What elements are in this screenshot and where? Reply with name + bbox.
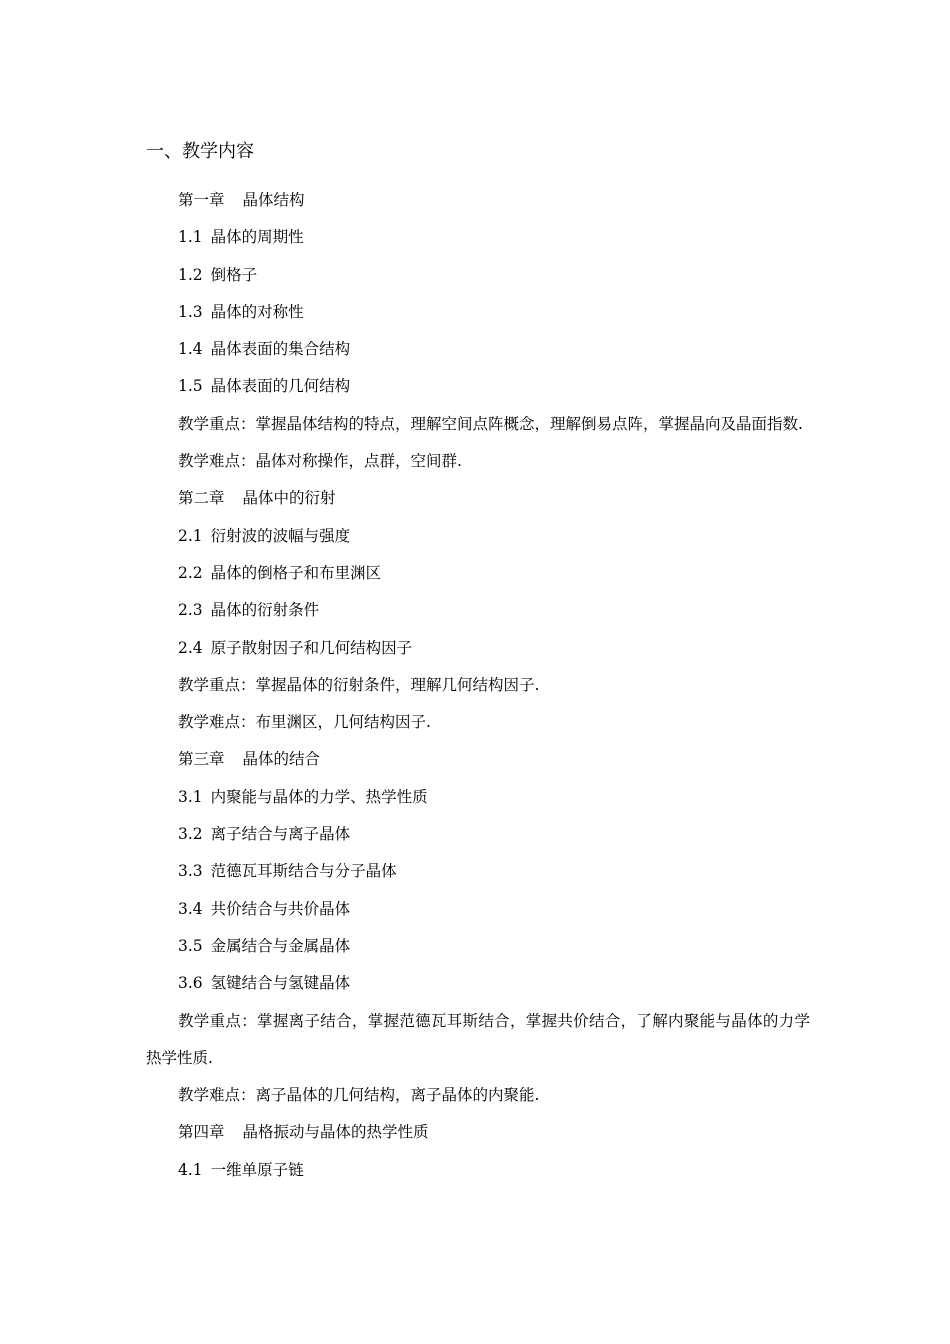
section-number: 1.4 bbox=[178, 340, 203, 359]
section-number: 1.3 bbox=[178, 302, 203, 321]
section-item bbox=[146, 779, 810, 816]
section-number: 2.1 bbox=[178, 526, 203, 545]
difficulties-paragraph: 教学难点：晶体对称操作，点群，空间群. bbox=[178, 452, 462, 471]
section-title: 晶体表面的几何结构 bbox=[210, 377, 351, 396]
section-title: 晶体的倒格子和布里渊区 bbox=[210, 563, 382, 582]
section-item bbox=[146, 294, 810, 331]
chapter-number: 第一章 bbox=[178, 191, 225, 209]
section-number: 2.3 bbox=[178, 601, 203, 620]
section-item bbox=[146, 891, 810, 928]
section-title: 金属结合与金属晶体 bbox=[210, 936, 351, 955]
chapter-title: 晶体的结合 bbox=[242, 750, 321, 769]
section-number: 1.2 bbox=[178, 265, 203, 284]
section-item bbox=[146, 928, 810, 965]
section-number: 2.2 bbox=[178, 563, 203, 582]
section-number: 3.6 bbox=[178, 974, 203, 993]
section-number: 3.2 bbox=[178, 825, 203, 844]
section-item bbox=[146, 816, 810, 853]
section-title: 晶体的对称性 bbox=[210, 302, 304, 321]
section-item bbox=[146, 331, 810, 368]
difficulties-paragraph: 教学难点：离子晶体的几何结构，离子晶体的内聚能. bbox=[178, 1086, 540, 1105]
section-item bbox=[146, 1152, 810, 1189]
section-heading: 一、教学内容 bbox=[146, 141, 254, 162]
section-item bbox=[146, 219, 810, 256]
section-title: 范德瓦耳斯结合与分子晶体 bbox=[210, 862, 397, 881]
section-number: 3.3 bbox=[178, 862, 203, 881]
section-number: 1.5 bbox=[178, 377, 203, 396]
section-number: 3.4 bbox=[178, 899, 203, 918]
key-points-paragraph: 教学重点：掌握晶体的衍射条件，理解几何结构因子. bbox=[178, 675, 540, 694]
key-points-paragraph: 教学重点：掌握晶体结构的特点，理解空间点阵概念，理解倒易点阵，掌握晶向及晶面指数. bbox=[178, 414, 803, 433]
key-points-paragraph: 教学重点：掌握离子结合，掌握范德瓦耳斯结合，掌握共价结合，了解内聚能与晶体的力学热学性质. bbox=[146, 1011, 810, 1067]
section-item bbox=[146, 592, 810, 629]
section-title: 衍射波的波幅与强度 bbox=[210, 526, 351, 545]
section-item bbox=[146, 555, 810, 592]
section-title: 晶体表面的集合结构 bbox=[210, 340, 351, 359]
chapter-title: 晶格振动与晶体的热学性质 bbox=[242, 1123, 429, 1142]
section-number: 3.1 bbox=[178, 787, 203, 806]
chapter-number: 第三章 bbox=[178, 750, 225, 769]
chapter-heading bbox=[146, 741, 810, 778]
chapter-number: 第四章 bbox=[178, 1123, 225, 1142]
section-number: 1.1 bbox=[178, 228, 203, 247]
chapter-heading bbox=[146, 182, 810, 219]
section-item bbox=[146, 853, 810, 890]
syllabus-content bbox=[146, 182, 810, 1189]
section-title: 晶体的衍射条件 bbox=[210, 601, 320, 620]
section-title: 倒格子 bbox=[210, 265, 258, 284]
chapter-number: 第二章 bbox=[178, 489, 225, 508]
chapter-title: 晶体中的衍射 bbox=[242, 489, 336, 508]
section-title: 氢键结合与氢键晶体 bbox=[210, 974, 351, 993]
chapter-heading bbox=[146, 1114, 810, 1151]
section-title: 离子结合与离子晶体 bbox=[210, 825, 351, 844]
section-title: 原子散射因子和几何结构因子 bbox=[210, 638, 413, 657]
section-title: 共价结合与共价晶体 bbox=[210, 899, 351, 918]
section-title: 内聚能与晶体的力学、热学性质 bbox=[210, 787, 428, 806]
section-title: 晶体的周期性 bbox=[210, 228, 304, 247]
section-number: 2.4 bbox=[178, 638, 203, 657]
section-item bbox=[146, 518, 810, 555]
difficulties-paragraph: 教学难点：布里渊区，几何结构因子. bbox=[178, 713, 431, 732]
section-item bbox=[146, 630, 810, 667]
section-number: 3.5 bbox=[178, 936, 203, 955]
section-title: 一维单原子链 bbox=[210, 1160, 304, 1179]
chapter-title: 晶体结构 bbox=[242, 191, 305, 209]
section-number: 4.1 bbox=[178, 1160, 203, 1179]
section-item bbox=[146, 965, 810, 1002]
section-item bbox=[146, 368, 810, 405]
chapter-heading bbox=[146, 480, 810, 517]
section-item bbox=[146, 257, 810, 294]
